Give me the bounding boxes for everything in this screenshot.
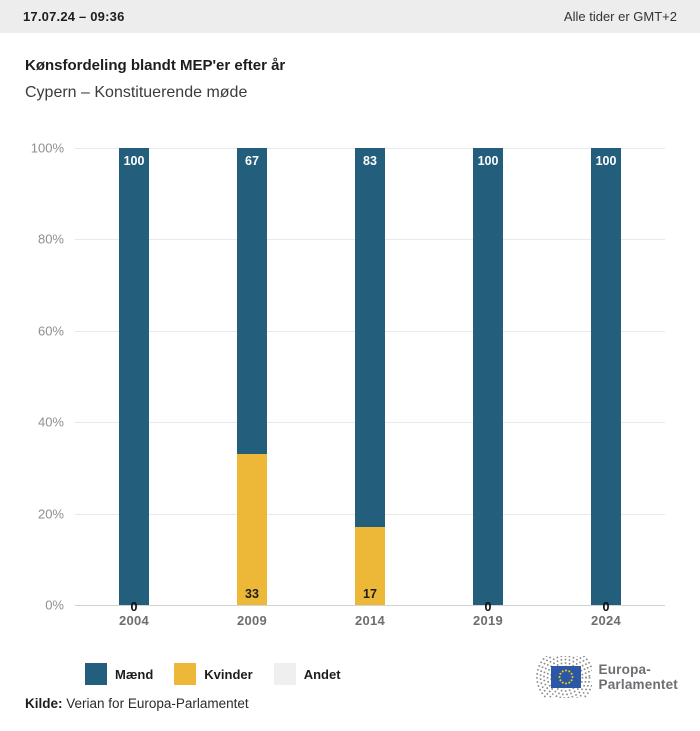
gridline-0 (75, 605, 665, 606)
y-axis-tick-label: 80% (37, 231, 64, 247)
page-subtitle: Cypern – Konstituerende møde (25, 84, 248, 101)
header-datetime: 17.07.24 – 09:36 (23, 9, 125, 24)
bar-group-2004 (118, 148, 150, 628)
bar-group-2019 (472, 148, 504, 628)
legend-swatch (85, 663, 107, 685)
page-title: Kønsfordeling blandt MEP'er efter år (25, 57, 286, 74)
y-axis-tick-label: 40% (37, 414, 64, 430)
y-axis-tick-label: 100% (30, 140, 64, 156)
y-axis-tick-label: 20% (37, 506, 64, 522)
logo-text-line2: Parlamentet (598, 677, 678, 692)
value-label-women: 0 (130, 600, 138, 614)
logo-text-line1: Europa- (598, 661, 651, 677)
bar-segment-men (473, 148, 503, 605)
plot-area (30, 140, 665, 628)
eu-hemicycle-flag-icon (514, 656, 592, 698)
value-label-men: 100 (123, 154, 145, 168)
value-label-women: 0 (602, 600, 610, 614)
y-axis-tick-label: 0% (45, 597, 64, 613)
legend-label: Kvinder (204, 666, 253, 682)
bar-group-2024 (590, 148, 622, 628)
value-label-men: 100 (595, 154, 617, 168)
x-axis-tick-label: 2009 (236, 613, 268, 628)
y-axis-tick-label: 60% (37, 323, 64, 339)
legend-item-andet (274, 663, 341, 685)
source-text: Verian for Europa-Parlamentet (66, 696, 249, 711)
value-label-men: 100 (477, 154, 499, 168)
value-label-women: 17 (363, 587, 377, 601)
bar-segment-men (237, 148, 267, 454)
x-axis-tick-label: 2024 (590, 613, 622, 628)
legend-swatch (274, 663, 296, 685)
source-line (25, 696, 249, 711)
bar-segment-men (355, 148, 385, 527)
bar-segment-men (119, 148, 149, 605)
legend-item-mænd (85, 663, 153, 685)
legend-item-kvinder (174, 663, 252, 685)
chart-legend (85, 663, 341, 685)
x-axis-tick-label: 2014 (354, 613, 386, 628)
europa-parlamentet-logo (514, 656, 678, 698)
legend-label: Mænd (115, 666, 154, 682)
source-label: Kilde: (25, 696, 63, 711)
legend-label: Andet (303, 666, 341, 682)
legend-swatch (174, 663, 196, 685)
logo-wordmark (599, 662, 678, 692)
x-axis-tick-label: 2004 (118, 613, 150, 628)
bar-segment-men (591, 148, 621, 605)
bar-group-2014 (354, 148, 386, 628)
bar-segment-women (237, 454, 267, 605)
header-timezone-note: Alle tider er GMT+2 (563, 9, 677, 24)
value-label-women: 0 (484, 600, 492, 614)
bar-group-2009 (236, 148, 268, 628)
value-label-women: 33 (245, 587, 259, 601)
header-bar (0, 0, 700, 33)
value-label-men: 83 (363, 154, 377, 168)
x-axis-tick-label: 2019 (472, 613, 504, 628)
value-label-men: 67 (245, 154, 259, 168)
